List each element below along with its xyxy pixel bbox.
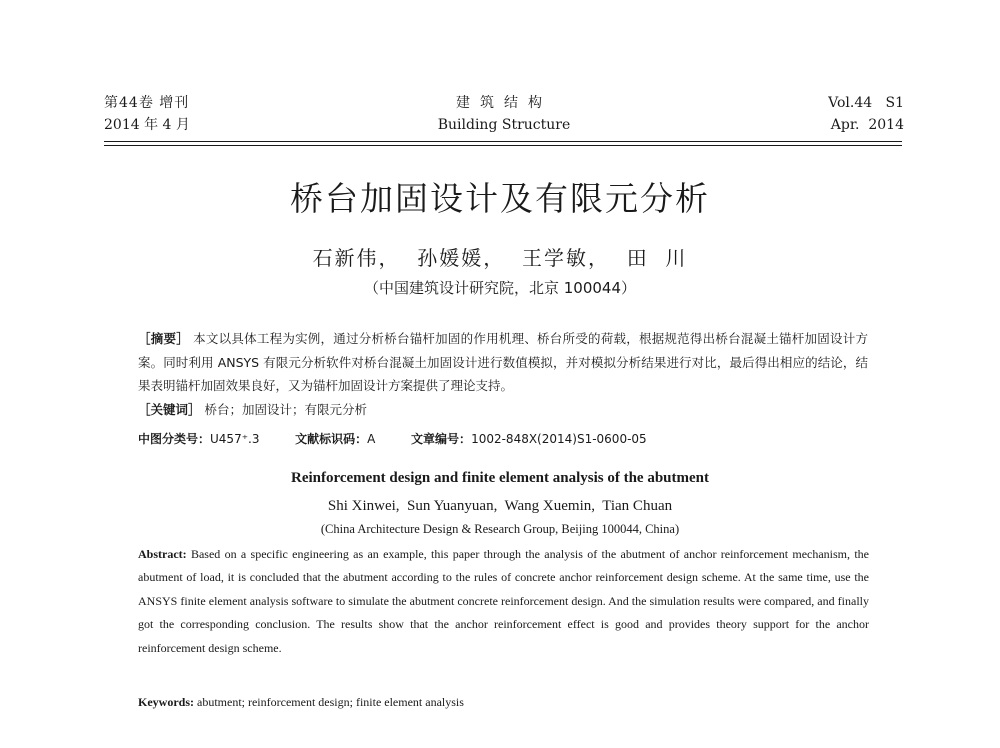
paper-affiliation-cn: （中国建筑设计研究院，北京 100044）	[363, 279, 637, 297]
paper-title-en: Reinforcement design and finite element analysis of the abutment	[290, 470, 710, 486]
keywords-cn-text: 桥台；加固设计；有限元分析	[204, 401, 368, 417]
keywords-cn-label: ［关键词］	[138, 401, 201, 417]
doc-code-label: 文献标识码：	[295, 432, 368, 446]
clc-label: 中图分类号：	[138, 432, 211, 446]
abstract-cn	[138, 327, 868, 398]
keywords-en-label: Keywords	[138, 695, 190, 709]
abstract-en-text: Based on a specific engineering as an example, this paper through the analysis of the abutment of anchor reinforcement mechanism, the abutment of load, it is concluded that the abutment according to the rules of concrete anchor reinforcement design scheme. At the same time, use the ANSYS finite element analysis software to simulate the abutment concrete reinforcement design. And the simulation results were compared, and finally got the corresponding conclusion. The results show that the anchor reinforcement effect is good and provides theory support for the anchor reinforcement design scheme.	[138, 547, 869, 655]
classification-line	[138, 429, 868, 449]
journal-name-cn: 建筑结构	[456, 95, 552, 111]
paper-authors-en: Shi Xinwei, Sun Yuanyuan, Wang Xuemin, Tian Chuan	[327, 498, 673, 514]
paper-affiliation-en: (China Architecture Design & Research Group, Beijing 100044, China)	[320, 522, 680, 536]
paper-authors-cn: 石新伟， 孙媛媛， 王学敏， 田 川	[312, 246, 688, 270]
running-header	[104, 92, 904, 140]
keywords-en: Keywords: abutment; reinforcement design; finite element analysis	[138, 695, 464, 709]
doc-code-value: A	[367, 432, 376, 446]
header-volume-en: Vol.44 S1	[828, 95, 904, 111]
article-no-label: 文章编号：	[411, 432, 472, 446]
abstract-en-label: Abstract	[138, 547, 183, 561]
header-rule-thin	[104, 145, 902, 146]
keywords-en-text: abutment; reinforcement design; finite element analysis	[197, 695, 464, 709]
header-date-cn: 2014 年 4 月	[104, 117, 190, 133]
clc-value: U457⁺.3	[210, 432, 260, 446]
abstract-cn-block	[138, 327, 868, 421]
header-rule-thick	[104, 141, 902, 142]
article-no-value: 1002-848X(2014)S1-0600-05	[471, 432, 647, 446]
header-journal-name	[104, 92, 904, 136]
abstract-en: Abstract: Based on a specific engineering as an example, this paper through the analysis of the abutment of anchor reinforcement mechanism, the abutment of load, it is concluded that the abutment according to the rules of concrete anchor reinforcement design scheme. At the same time, use the ANSYS finite element analysis software to simulate the abutment concrete reinforcement design. And the simulation results were compared, and finally got the corresponding conclusion. The results show that the anchor reinforcement effect is good and provides theory support for the anchor reinforcement design scheme.	[138, 547, 869, 655]
abstract-cn-label: ［摘要］	[138, 331, 189, 346]
header-date-en: Apr. 2014	[830, 117, 904, 133]
keywords-cn	[138, 398, 868, 422]
header-volume-cn: 第44卷 增刊	[104, 95, 190, 111]
journal-name-en: Building Structure	[437, 117, 571, 133]
abstract-cn-text: 本文以具体工程为实例，通过分析桥台锚杆加固的作用机理、桥台所受的荷载，根据规范得出桥台混凝土锚杆加固设计方案。同时利用 ANSYS 有限元分析软件对桥台混凝土加固设计进行数值模拟，并对模拟分析结果进行对比，最后得出相应的结论，结果表明锚杆加固效果良好，又为锚杆加固设计方案提供了理论支持。	[138, 331, 868, 393]
paper-title-cn: 桥台加固设计及有限元分析	[290, 179, 710, 218]
header-volume-info-en	[828, 92, 904, 136]
